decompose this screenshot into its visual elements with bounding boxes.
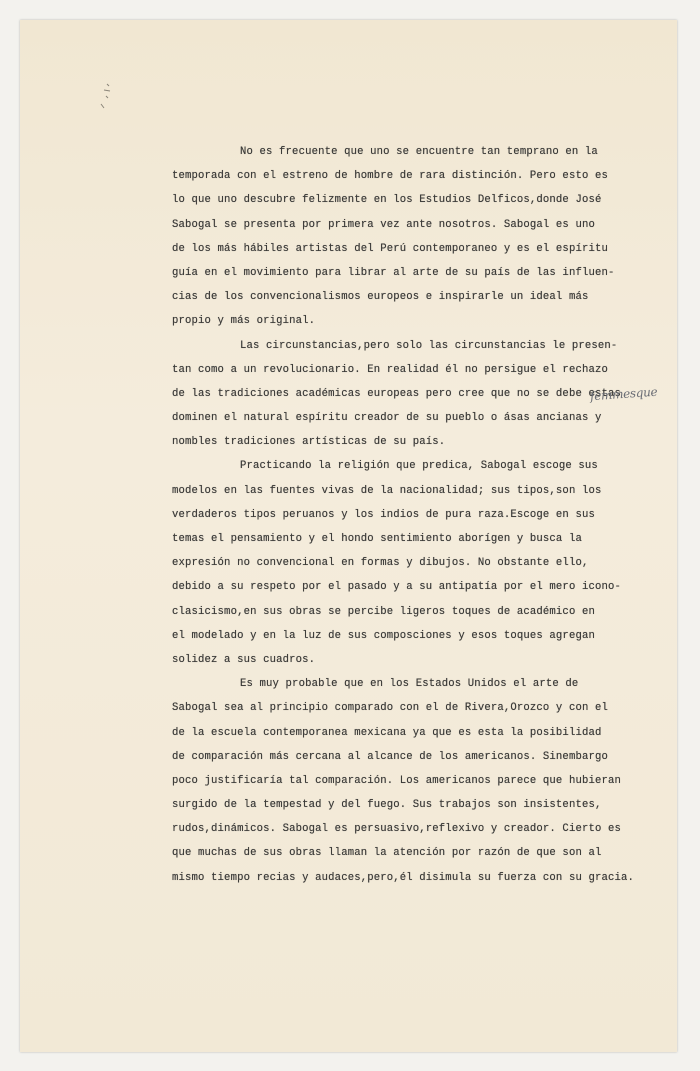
text-line: Practicando la religión que predica, Sabogal escoge sus [240,460,598,473]
text-line: clasicismo,en sus obras se percibe ligeros toques de académico en [172,605,595,618]
paragraph-4 [172,672,642,890]
text-line: expresión no convencional en formas y dibujos. No obstante ello, [172,557,589,570]
text-line: surgido de la tempestad y del fuego. Sus trabajos son insistentes, [172,799,602,812]
text-line: No es frecuente que uno se encuentre tan temprano en la [240,146,598,158]
text-line: poco justificaría tal comparación. Los americanos parece que hubieran [172,774,622,787]
text-line: que muchas de sus obras llaman la atención por razón de que son al [172,847,602,860]
paragraph-2 [172,334,642,455]
text-line: Es muy probable que en los Estados Unidos el arte de [240,678,579,691]
paragraph-3 [172,454,642,672]
text-line: de las tradiciones académicas europeas pero cree que no se debe estas [172,387,622,400]
text-line: cias de los convencionalismos europeos e inspirarle un ideal más [172,291,589,304]
text-line: nombles tradiciones artísticas de su país. [172,436,446,449]
text-line: de los más hábiles artistas del Perú contemporaneo y es el espíritu [172,242,608,255]
text-line: Sabogal se presenta por primera vez ante nosotros. Sabogal es uno [172,218,595,231]
text-line: temporada con el estreno de hombre de rara distinción. Pero esto es [172,170,608,183]
text-line: propio y más original. [172,315,316,328]
text-line: modelos en las fuentes vivas de la nacionalidad; sus tipos,son los [172,484,602,497]
text-line: Las circunstancias,pero solo las circunstancias le presen- [240,339,618,352]
pencil-mark-icon [98,82,116,110]
text-line: debido a su respeto por el pasado y a su antipatía por el mero icono- [172,581,622,594]
text-line: mismo tiempo recias y audaces,pero,él disimula su fuerza con su gracia. [172,871,635,884]
text-line: verdaderos tipos peruanos y los indios de pura raza.Escoge en sus [172,508,595,521]
paragraph-1 [172,140,642,334]
text-line: de la escuela contemporanea mexicana ya que es esta la posibilidad [172,726,602,739]
text-line: Sabogal sea al principio comparado con el de Rivera,Orozco y con el [172,702,608,715]
text-line: de comparación más cercana al alcance de los americanos. Sinembargo [172,750,608,763]
text-line: guía en el movimiento para librar al arte de su país de las influen- [172,266,615,279]
document-body [172,140,642,890]
text-line: dominen el natural espíritu creador de su pueblo o ásas ancianas y [172,412,602,425]
text-line: el modelado y en la luz de sus composciones y esos toques agregan [172,629,595,642]
text-line: rudos,dinámicos. Sabogal es persuasivo,reflexivo y creador. Cierto es [172,823,622,836]
text-line: tan como a un revolucionario. En realidad él no persigue el rechazo [172,363,608,376]
text-line: temas el pensamiento y el hondo sentimiento aborígen y busca la [172,533,582,545]
handwritten-annotation: femmesque [589,384,658,404]
text-line: solidez a sus cuadros. [172,653,316,666]
text-line: lo que uno descubre felizmente en los Estudios Delficos,donde José [172,194,602,207]
